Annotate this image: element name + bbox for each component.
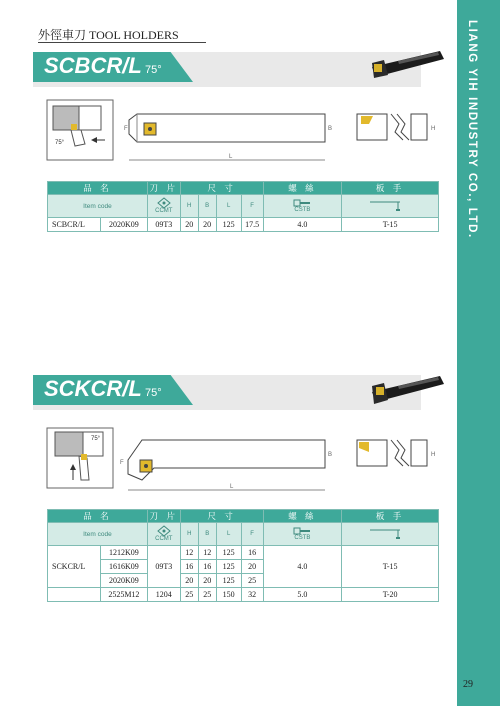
header-insert: 刀 片 [147, 510, 180, 523]
row-h: 20 [180, 574, 198, 588]
row-l: 125 [216, 574, 241, 588]
wrench-cell [342, 523, 439, 546]
dim-b-header: B [198, 523, 216, 546]
table-row [48, 588, 439, 602]
row-model: SCKCR/L [48, 546, 101, 588]
row-code: 2020K09 [100, 574, 147, 588]
table-subheader-row [48, 195, 439, 218]
dim-b-header: B [198, 195, 216, 218]
row-model: SCBCR/L [48, 218, 101, 232]
dim-h-header: H [180, 195, 198, 218]
insert-type-label: CCMT [155, 208, 173, 214]
row-h: 25 [180, 588, 198, 602]
model-title: SCBCR/L [44, 53, 142, 78]
row-insert: 1204 [147, 588, 180, 602]
table-row [48, 218, 439, 232]
table-subheader-row [48, 523, 439, 546]
row-wrench: T-15 [342, 546, 439, 588]
dim-h-label: H [431, 452, 436, 458]
angle-label: 75° [55, 140, 65, 146]
row-screw: 5.0 [263, 588, 342, 602]
screw-type-label: CSTB [294, 207, 311, 213]
header-dimensions: 尺 寸 [180, 510, 263, 523]
company-name: LIANG YIH INDUSTRY CO., LTD. [466, 20, 478, 239]
row-f: 25 [241, 574, 263, 588]
spec-table [47, 181, 439, 232]
dim-b-label: B [328, 126, 333, 132]
row-model-blank [48, 588, 101, 602]
side-view-diagram [125, 110, 340, 170]
table-header-row [48, 182, 439, 195]
insert-cell [147, 523, 180, 546]
insert-icon [158, 526, 170, 536]
dim-l-label: L [229, 154, 233, 160]
row-wrench: T-20 [342, 588, 439, 602]
row-screw: 4.0 [263, 546, 342, 588]
row-f: 20 [241, 560, 263, 574]
screw-cell [263, 195, 342, 218]
wrench-cell [342, 195, 439, 218]
row-f: 16 [241, 546, 263, 560]
end-view-diagram [355, 112, 445, 152]
page-number: 29 [463, 679, 473, 690]
screw-icon [294, 199, 310, 207]
row-h: 12 [180, 546, 198, 560]
top-view-diagram [47, 100, 113, 160]
wrench-icon [370, 199, 410, 213]
angle-label: 75° [91, 436, 101, 442]
header-item: 品 名 [48, 182, 148, 195]
row-l: 125 [216, 218, 241, 232]
row-wrench: T-15 [342, 218, 439, 232]
insert-type-label: CCMT [155, 536, 173, 542]
row-insert: 09T3 [147, 218, 180, 232]
header-screw: 螺 絲 [263, 182, 342, 195]
screw-cell [263, 523, 342, 546]
top-view-diagram [47, 428, 113, 488]
table-row [48, 546, 439, 560]
row-code: 2020K09 [100, 218, 147, 232]
row-code: 1616K09 [100, 560, 147, 574]
page-title: 外徑車刀 TOOL HOLDERS [38, 28, 179, 42]
end-view-diagram [355, 438, 445, 478]
insert-icon [158, 198, 170, 208]
product-photo [368, 370, 448, 410]
title-rule [38, 42, 206, 43]
row-b: 20 [198, 574, 216, 588]
row-f: 17.5 [241, 218, 263, 232]
header-wrench: 板 手 [342, 182, 439, 195]
dim-l-label: L [230, 484, 234, 490]
dim-b-label: B [328, 452, 333, 458]
row-h: 20 [180, 218, 198, 232]
row-l: 125 [216, 546, 241, 560]
row-insert: 09T3 [147, 546, 180, 588]
dim-f-label: F [124, 126, 128, 132]
dim-l-header: L [216, 523, 241, 546]
dim-l-header: L [216, 195, 241, 218]
item-code-label: Item code [48, 195, 148, 218]
row-b: 12 [198, 546, 216, 560]
spec-table [47, 509, 439, 602]
row-l: 150 [216, 588, 241, 602]
row-l: 125 [216, 560, 241, 574]
dim-f-header: F [241, 523, 263, 546]
dim-f-label: F [120, 460, 124, 466]
row-b: 20 [198, 218, 216, 232]
header-item: 品 名 [48, 510, 148, 523]
dim-h-header: H [180, 523, 198, 546]
header-screw: 螺 絲 [263, 510, 342, 523]
wrench-icon [370, 527, 410, 541]
dim-f-header: F [241, 195, 263, 218]
row-b: 16 [198, 560, 216, 574]
row-code: 2525M12 [100, 588, 147, 602]
row-b: 25 [198, 588, 216, 602]
header-wrench: 板 手 [342, 510, 439, 523]
dim-h-label: H [431, 126, 436, 132]
row-code: 1212K09 [100, 546, 147, 560]
sidebar-band [457, 0, 500, 706]
header-dimensions: 尺 寸 [180, 182, 263, 195]
model-angle: 75° [145, 387, 162, 399]
screw-type-label: CSTB [294, 535, 311, 541]
row-screw: 4.0 [263, 218, 342, 232]
row-h: 16 [180, 560, 198, 574]
table-header-row [48, 510, 439, 523]
model-angle: 75° [145, 64, 162, 76]
header-insert: 刀 片 [147, 182, 180, 195]
insert-cell [147, 195, 180, 218]
product-photo [368, 45, 448, 85]
side-view-diagram [118, 436, 340, 496]
item-code-label: Item code [48, 523, 148, 546]
model-title: SCKCR/L [44, 376, 142, 401]
screw-icon [294, 527, 310, 535]
row-f: 32 [241, 588, 263, 602]
